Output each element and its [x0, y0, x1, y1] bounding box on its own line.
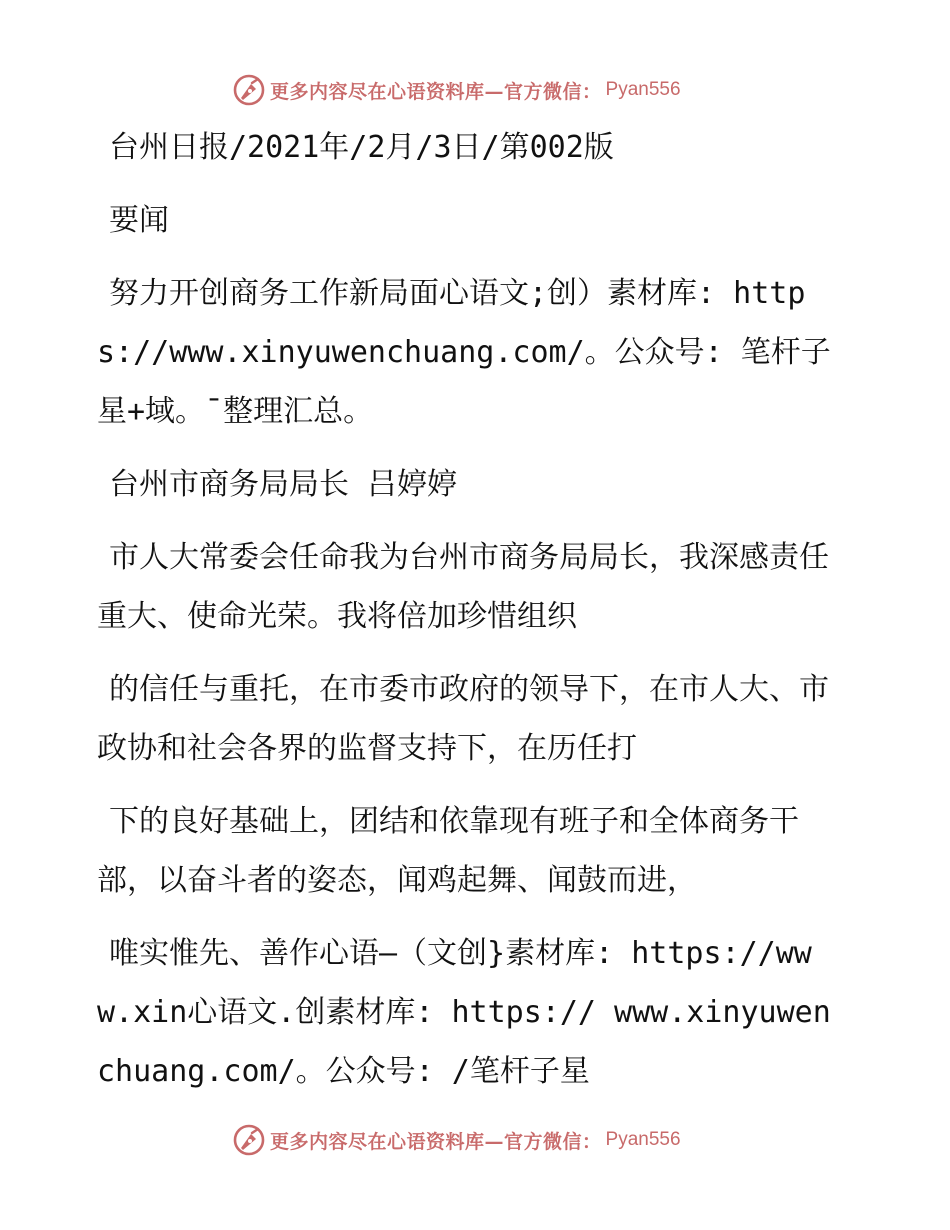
article-title: 努力开创商务工作新局面心语文;创）素材库: https://www.xinyuwenchuang.com/。公众号: 笔杆子星+域。¯整理汇总。	[97, 276, 831, 429]
watermark-text: 更多内容尽在心语资料库—官方微信：	[270, 80, 602, 103]
source-line: 台州日报/2021年/2月/3日/第002版	[109, 130, 614, 165]
pen-nib-logo-icon	[232, 73, 266, 107]
header-watermark	[232, 70, 681, 110]
watermark-wechat-id: Pyan556	[605, 79, 681, 100]
body-paragraph: 唯实惟先、善作心语—（文创}素材库: https://www.xin心语文.创素材库: https:// www.xinyuwenchuang.com/。公众号: /笔杆子星	[97, 936, 831, 1089]
body-paragraph: 的信任与重托，在市委市政府的领导下，在市人大、市政协和社会各界的监督支持下，在历任打	[97, 672, 829, 766]
document-body	[97, 118, 837, 1103]
body-paragraph: 下的良好基础上，团结和依靠现有班子和全体商务干部，以奋斗者的姿态，闻鸡起舞、闻鼓而进，	[97, 804, 799, 898]
watermark-text: 更多内容尽在心语资料库—官方微信：	[270, 1130, 602, 1153]
section-label: 要闻	[109, 203, 169, 238]
pen-nib-logo-icon	[232, 1123, 266, 1157]
author-line: 台州市商务局局长 吕婷婷	[109, 467, 458, 502]
body-paragraph: 市人大常委会任命我为台州市商务局局长，我深感责任重大、使命光荣。我将倍加珍惜组织	[97, 540, 829, 634]
footer-watermark	[232, 1120, 681, 1160]
watermark-wechat-id: Pyan556	[605, 1129, 681, 1150]
